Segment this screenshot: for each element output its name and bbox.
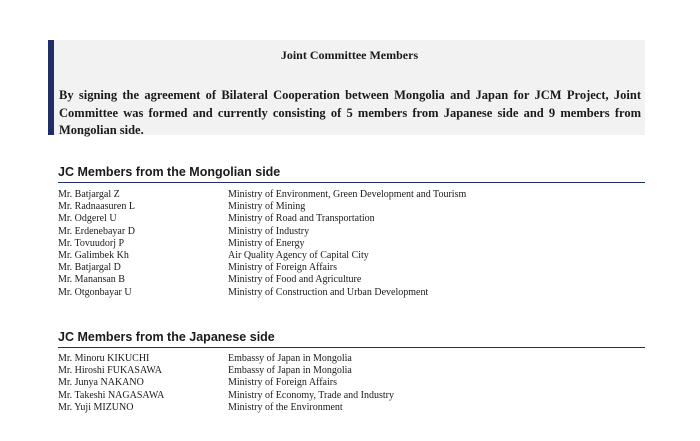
member-row xyxy=(58,262,466,274)
member-organization: Embassy of Japan in Mongolia xyxy=(228,353,352,364)
member-name: Mr. Yuji MIZUNO xyxy=(58,401,134,413)
member-organization: Ministry of Foreign Affairs xyxy=(228,262,337,274)
member-organization: Embassy of Japan in Mongolia xyxy=(228,365,352,377)
member-organization: Ministry of Road and Transportation xyxy=(228,213,375,225)
member-row xyxy=(58,250,466,262)
member-name: Mr. Otgonbayar U xyxy=(58,286,132,298)
member-name: Mr. Radnaasuren L xyxy=(58,201,135,213)
mongolian-members-table xyxy=(58,189,466,299)
member-name: Mr. Minoru KIKUCHI xyxy=(58,353,150,364)
member-row xyxy=(58,226,466,238)
member-row xyxy=(58,213,466,225)
japanese-members-table xyxy=(58,353,394,414)
member-row xyxy=(58,287,466,299)
member-name: Mr. Batjargal Z xyxy=(58,189,120,200)
member-row xyxy=(58,353,394,365)
mongolian-section-heading: JC Members from the Mongolian side xyxy=(58,165,645,183)
intro-box xyxy=(48,40,645,135)
member-row xyxy=(58,390,394,402)
member-row xyxy=(58,274,466,286)
member-name: Mr. Batjargal D xyxy=(58,262,121,274)
member-name: Mr. Tovuudorj P xyxy=(58,237,125,249)
member-name: Mr. Hiroshi FUKASAWA xyxy=(58,365,162,377)
member-row xyxy=(58,201,466,213)
member-name: Mr. Odgerel U xyxy=(58,213,117,225)
member-organization: Ministry of Industry xyxy=(228,225,310,237)
member-name: Mr. Takeshi NAGASAWA xyxy=(58,389,165,401)
intro-text: By signing the agreement of Bilateral Cooperation between Mongolia and Japan for JCM Project, Joint Committee was formed and currently consisting of 5 members from Japanese side and 9 members from Mongolian side. xyxy=(59,88,641,137)
member-name: Mr. Manansan B xyxy=(58,274,125,286)
member-organization: Ministry of Mining xyxy=(228,201,306,213)
japanese-section-heading: JC Members from the Japanese side xyxy=(58,330,645,348)
member-organization: Ministry of Energy xyxy=(228,237,305,249)
member-row xyxy=(58,402,394,414)
member-organization: Ministry of Environment, Green Development and Tourism xyxy=(228,189,467,200)
member-organization: Ministry of Construction and Urban Development xyxy=(228,286,429,298)
intro-title: Joint Committee Members xyxy=(280,48,419,62)
member-organization: Ministry of Economy, Trade and Industry xyxy=(228,389,395,401)
member-row xyxy=(58,365,394,377)
member-organization: Ministry of the Environment xyxy=(228,401,343,413)
member-name: Mr. Junya NAKANO xyxy=(58,377,144,389)
member-organization: Air Quality Agency of Capital City xyxy=(228,250,369,262)
member-row xyxy=(58,377,394,389)
member-row xyxy=(58,238,466,250)
member-name: Mr. Erdenebayar D xyxy=(58,225,135,237)
member-name: Mr. Galimbek Kh xyxy=(58,250,129,262)
member-row xyxy=(58,189,466,201)
member-organization: Ministry of Foreign Affairs xyxy=(228,377,337,389)
member-organization: Ministry of Food and Agriculture xyxy=(228,274,362,286)
